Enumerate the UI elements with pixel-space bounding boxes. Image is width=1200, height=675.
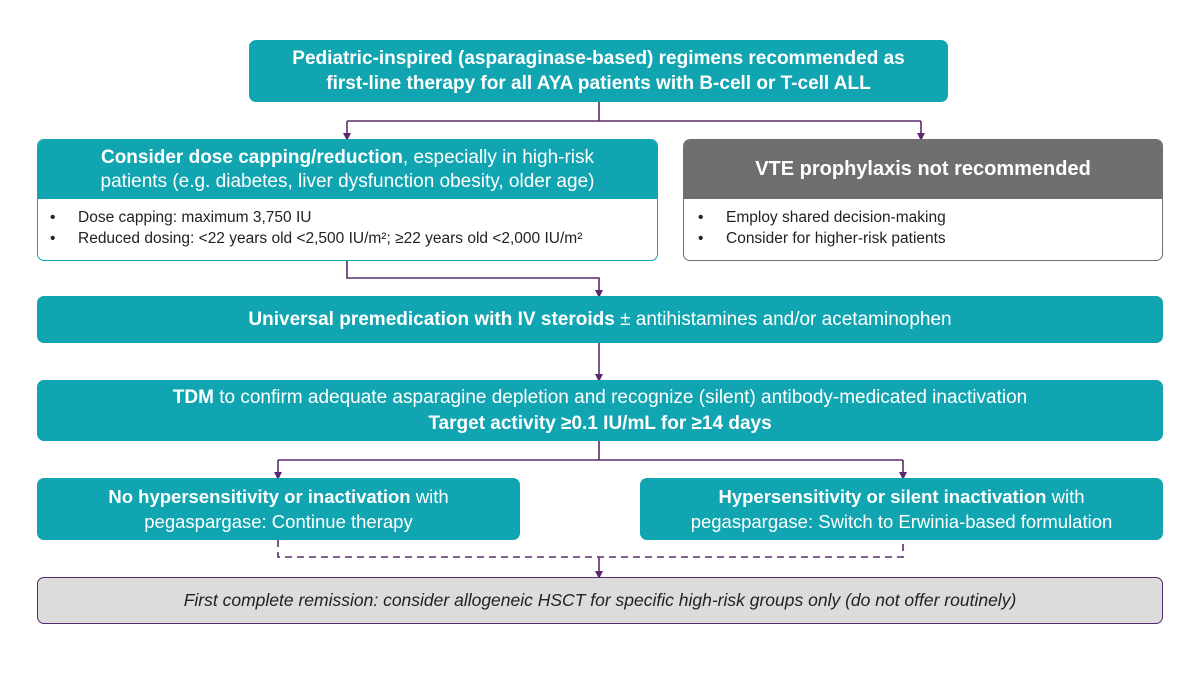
premed-rest: ± antihistamines and/or acetaminophen <box>614 308 952 330</box>
dose-capping-box <box>37 139 658 261</box>
dose-heading-line1 <box>101 146 594 170</box>
tdm-bold: TDM <box>172 386 214 408</box>
connector-tdm-split <box>278 441 903 460</box>
first-line-line2: first-line therapy for all AYA patients with B-cell or T-cell ALL <box>326 73 871 94</box>
vte-prophylaxis-box <box>683 139 1163 261</box>
vte-bullet-1: • Employ shared decision-making <box>698 207 1162 228</box>
dose-heading-line2: patients (e.g. diabetes, liver dysfunction obesity, older age) <box>100 170 595 192</box>
hyper-line2: pegaspargase: Switch to Erwinia-based formulation <box>690 511 1113 532</box>
tdm-line1 <box>173 385 1027 411</box>
first-line-regimen-box <box>249 40 948 102</box>
hypersensitivity-box <box>640 478 1163 540</box>
dose-heading-bold: Consider dose capping/reduction <box>100 146 403 168</box>
dose-bullet-1: • Dose capping: maximum 3,750 IU <box>50 207 657 228</box>
no-hyper-rest: with <box>410 486 449 507</box>
dashed-merge-line <box>278 540 903 557</box>
tdm-rest: to confirm adequate asparagine depletion and recognize (silent) antibody-medicated inactivation <box>213 386 1028 408</box>
tdm-target: Target activity ≥0.1 IU/mL for ≥14 days <box>428 412 772 434</box>
no-hyper-line2: pegaspargase: Continue therapy <box>144 511 413 532</box>
remission-text: First complete remission: consider allogeneic HSCT for specific high-risk groups only (do not offer routinely) <box>183 590 1017 610</box>
hyper-rest: with <box>1046 486 1085 507</box>
premedication-box <box>37 296 1163 343</box>
tdm-box <box>37 380 1163 441</box>
vte-header: VTE prophylaxis not recommended <box>684 140 1162 199</box>
first-line-line1: Pediatric-inspired (asparaginase-based) regimens recommended as <box>292 48 905 69</box>
dose-bullet-2: • Reduced dosing: <22 years old <2,500 IU/m²; ≥22 years old <2,000 IU/m² <box>50 228 657 249</box>
tdm-line2 <box>428 411 771 437</box>
hyper-line1 <box>718 484 1084 509</box>
connector-dose-to-premed <box>347 261 599 294</box>
no-hypersensitivity-box <box>37 478 520 540</box>
first-remission-box <box>37 577 1163 624</box>
dose-bullet-list <box>38 199 657 249</box>
vte-bullet-2: • Consider for higher-risk patients <box>698 228 1162 249</box>
vte-bullet-list <box>684 199 1162 249</box>
premed-bold: Universal premedication with IV steroids <box>248 308 615 330</box>
premed-line <box>248 309 951 331</box>
hyper-bold: Hypersensitivity or silent inactivation <box>718 486 1047 507</box>
no-hyper-bold: No hypersensitivity or inactivation <box>108 486 411 507</box>
dose-heading-rest: , especially in high-risk <box>402 146 595 168</box>
no-hyper-line1 <box>108 484 448 509</box>
connector-top-split <box>347 102 921 121</box>
dose-capping-header <box>38 140 657 199</box>
